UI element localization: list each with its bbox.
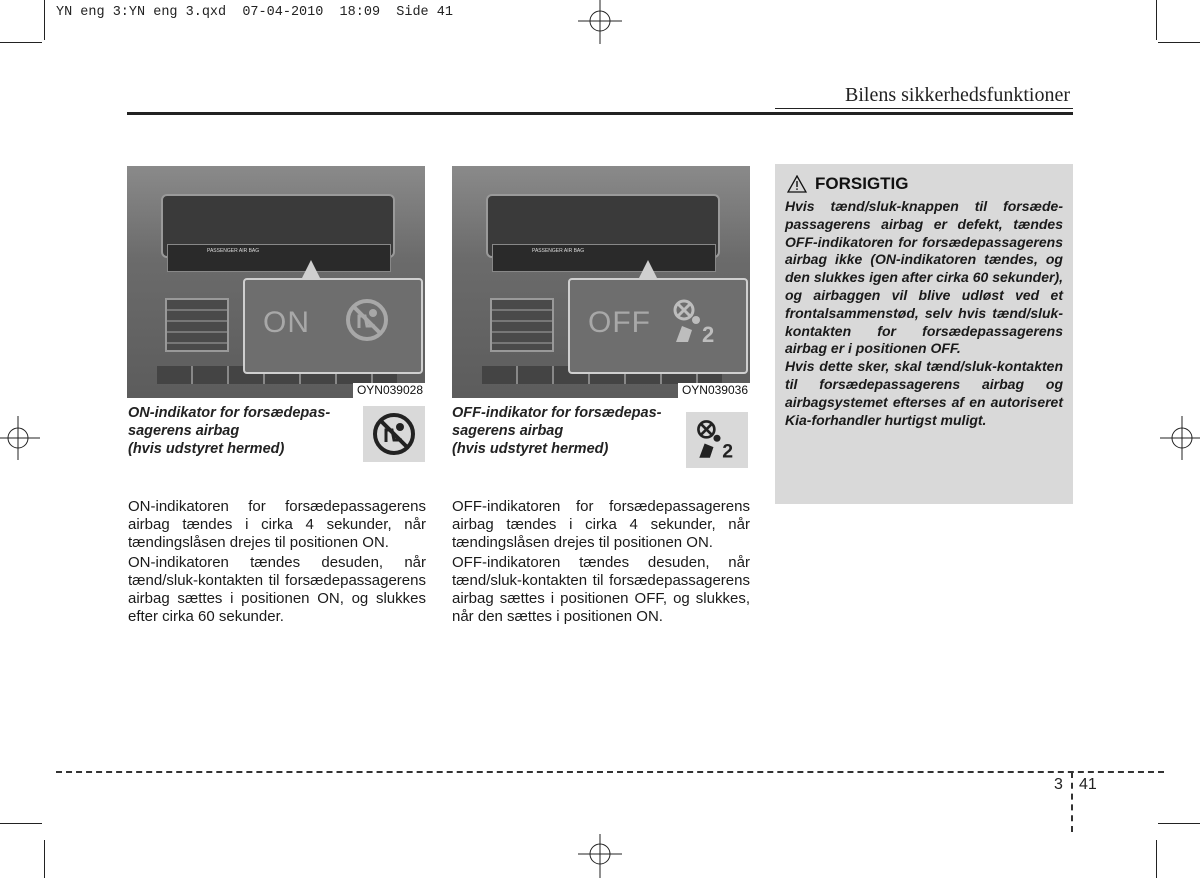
- off-indicator-photo: [452, 166, 750, 398]
- on-indicator-photo: [127, 166, 425, 398]
- caution-heading: [787, 174, 909, 194]
- warning-triangle-icon: [787, 175, 807, 193]
- indicator-callout: [568, 278, 748, 374]
- on-indicator-description: [128, 498, 426, 628]
- paragraph: ON-indikatoren for forsædepassagerens airbag tændes i cirka 4 sekunder, når tændingslåsen drejes til positionen ON.: [128, 498, 426, 551]
- off-indicator-description: [452, 498, 750, 628]
- header-rule-thin: [775, 108, 1073, 109]
- svg-text:2: 2: [722, 440, 734, 463]
- indicator-panel: [167, 244, 391, 272]
- figure-code: OYN039036: [678, 383, 750, 398]
- seat-airbag-off-icon: [363, 406, 425, 462]
- caption-line: (hvis udstyret hermed): [452, 441, 609, 457]
- paragraph: ON-indikatoren tændes desuden, når tænd/sluk-kontakten til forsædepassagerens airbag sættes i positionen ON, og slukkes efter cirka 60 sekunder.: [128, 554, 426, 625]
- caution-box: [775, 164, 1073, 504]
- paragraph: OFF-indikatoren for forsædepassagerens airbag tændes i cirka 4 sekunder, når tændingslåsen drejes til positionen ON.: [452, 498, 750, 551]
- air-vent: [165, 298, 229, 352]
- page-number: 41: [1079, 776, 1097, 793]
- caption-line: sagerens airbag: [128, 423, 240, 439]
- caption-line: ON-indikator for forsædepas-: [128, 405, 331, 421]
- caption-line: OFF-indikator for forsædepas-: [452, 405, 662, 421]
- air-vent: [490, 298, 554, 352]
- slug-line: YN eng 3:YN eng 3.qxd 07-04-2010 18:09 Side 41: [56, 5, 453, 20]
- registration-mark-bottom: [578, 834, 622, 878]
- chapter-number: 3: [1054, 776, 1063, 793]
- caption-line: (hvis udstyret hermed): [128, 441, 285, 457]
- panel-text: PASSENGER AIR BAG: [532, 248, 585, 254]
- indicator-label: ON: [263, 306, 310, 339]
- panel-text: PASSENGER AIR BAG: [207, 248, 260, 254]
- indicator-label: OFF: [588, 306, 651, 339]
- svg-text:2: 2: [702, 322, 715, 347]
- callout-pointer: [301, 260, 321, 280]
- section-title: Bilens sikkerhedsfunktioner: [845, 84, 1070, 106]
- footer-divider: [1071, 772, 1073, 832]
- caution-text: [785, 198, 1063, 429]
- figure-caption-on: [128, 404, 354, 458]
- callout-pointer: [638, 260, 658, 280]
- registration-mark-right: [1158, 416, 1200, 460]
- header-rule: [127, 112, 1073, 115]
- caution-title: FORSIGTIG: [815, 174, 909, 193]
- registration-mark-top: [578, 0, 622, 44]
- indicator-callout: [243, 278, 423, 374]
- figure-caption-off: [452, 404, 678, 458]
- caution-paragraph: Hvis dette sker, skal tænd/sluk-kontakten til forsædepassagerens airbag og airbagsystemet efterses af en autoriseret Kia-forhandler hurtigst muligt.: [785, 358, 1063, 428]
- footer-rule: [56, 771, 1164, 773]
- passenger-airbag-icon: [668, 296, 724, 348]
- caution-paragraph: Hvis tænd/sluk-knappen til forsædepassagerens airbag er defekt, tændes OFF-indikatoren for forsædepassagerens airbag ikke (ON-indikatoren tændes, og den slukkes igen after cirka 60 sekunder), og airbaggen vil blive udløst ved et frontalsammenstød, selv hvis tænd/sluk-kontakten for forsædepassagerens airbag er i positionen OFF.: [785, 198, 1063, 357]
- seat-airbag-off-icon: [343, 296, 391, 344]
- paragraph: OFF-indikatoren tændes desuden, når tænd/sluk-kontakten til forsædepassagerens airbag sættes i positionen OFF, og slukkes, når den sættes i positionen ON.: [452, 554, 750, 625]
- caption-line: sagerens airbag: [452, 423, 564, 439]
- registration-mark-left: [0, 416, 42, 460]
- indicator-panel: [492, 244, 716, 272]
- passenger-airbag-icon: [686, 412, 748, 468]
- figure-code: OYN039028: [353, 383, 425, 398]
